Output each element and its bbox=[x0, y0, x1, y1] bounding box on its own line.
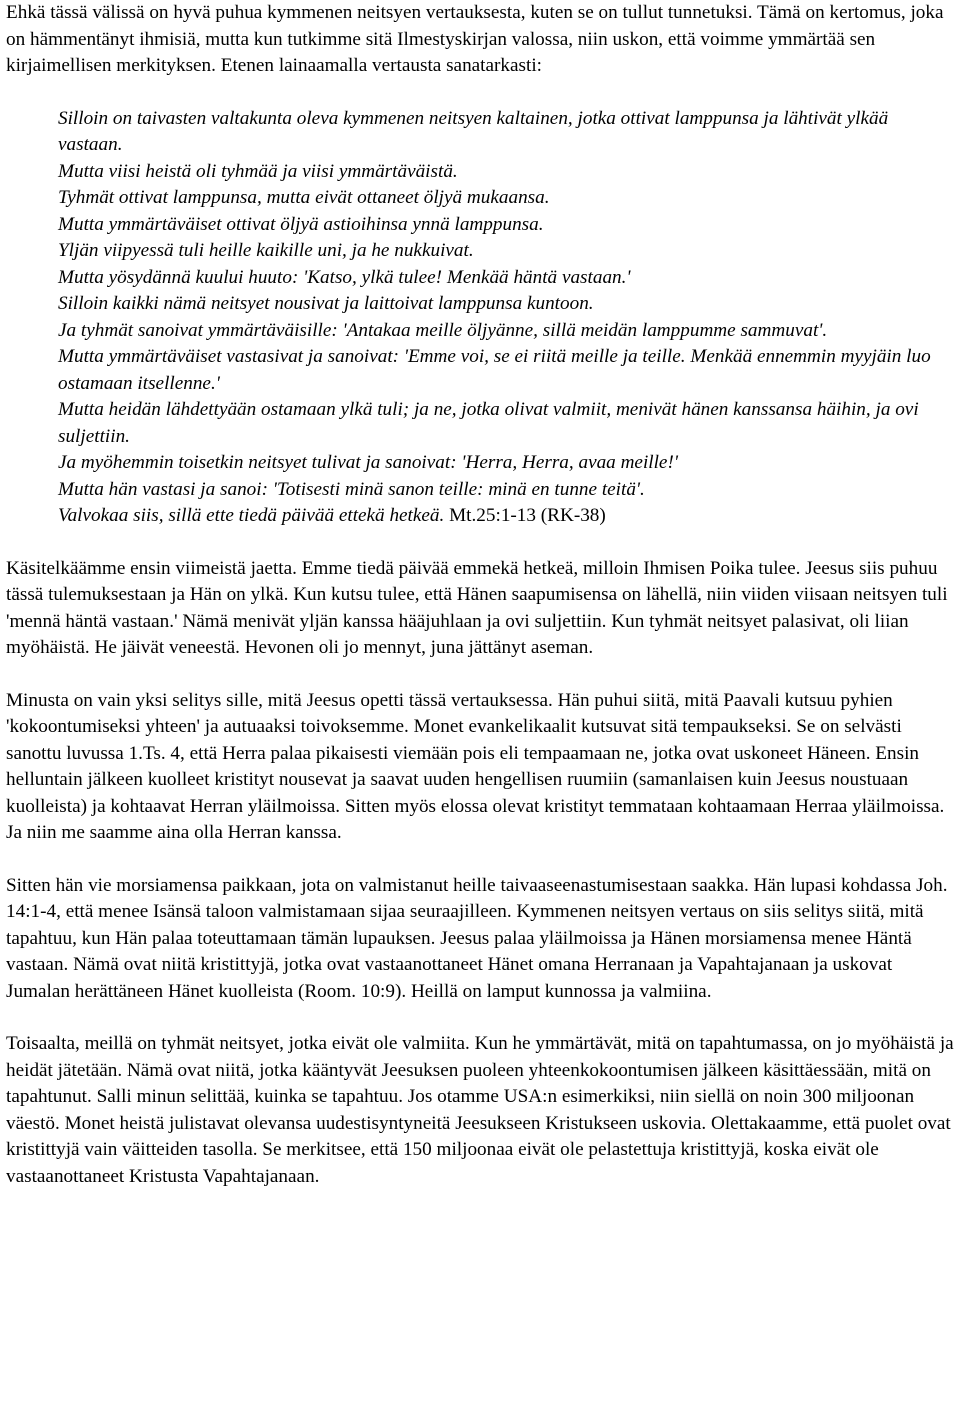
scripture-quote bbox=[58, 106, 954, 530]
quote-line: Yljän viipyessä tuli heille kaikille uni, ja he nukkuivat. bbox=[58, 240, 474, 261]
quote-line: Mutta hän vastasi ja sanoi: 'Totisesti minä sanon teille: minä en tunne teitä'. bbox=[58, 478, 645, 500]
quote-line: Mutta heidän lähdettyään ostamaan ylkä tuli; ja ne, jotka olivat valmiit, menivät hänen kanssansa häihin, ja ovi suljettiin. bbox=[58, 399, 919, 447]
quote-line: Tyhmät ottivat lamppunsa, mutta eivät ottaneet öljyä mukaansa. bbox=[58, 187, 550, 208]
quote-line: Silloin on taivasten valtakunta oleva kymmenen neitsyen kaltainen, jotka ottivat lamppunsa ja lähtivät ylkää vastaan. bbox=[58, 107, 889, 155]
intro-paragraph: Ehkä tässä välissä on hyvä puhua kymmenen neitsyen vertauksesta, kuten se on tullut tunnetuksi. Tämä on kertomus, joka on hämmentänyt ihmisiä, mutta kun tutkimme sitä Ilmestyskirjan valossa, niin uskon, että voimme ymmärtää sen kirjaimellisen merkityksen. Etenen lainaamalla vertausta sanatarkasti: bbox=[6, 2, 944, 76]
body-paragraph: Toisaalta, meillä on tyhmät neitsyet, jotka eivät ole valmiita. Kun he ymmärtävät, mitä on tapahtumassa, on jo myöhäistä ja heidät jätetään. Nämä ovat niitä, jotka kääntyvät Jeesuksen puoleen yhteenkokoontumisen jälkeen käsittäessään, mitä on tapahtunut. Salli minun selittää, kuinka se tapahtuu. Jos otamme USA:n esimerkiksi, niin siellä on noin 300 miljoonan väestö. Monet heistä julistavat olevansa uudestisyntyneitä Jeesukseen Kristukseen uskovia. Olettakaamme, että puolet ovat kristittyjä vain väitteiden tasolla. Se merkitsee, että 150 miljoonaa eivät ole pelastettuja kristittyjä, koska eivät ole vastaanottaneet Kristusta Vapahtajanaan. bbox=[6, 1033, 954, 1187]
quote-line: Silloin kaikki nämä neitsyet nousivat ja laittoivat lamppunsa kuntoon. bbox=[58, 293, 594, 314]
quote-line: Mutta yösydännä kuului huuto: 'Katso, ylkä tulee! Menkää häntä vastaan.' bbox=[58, 266, 631, 288]
quote-line: Valvokaa siis, sillä ette tiedä päivää ettekä hetkeä. bbox=[58, 505, 445, 526]
quote-line: Ja tyhmät sanoivat ymmärtäväisille: 'Antakaa meille öljyänne, sillä meidän lamppumme sammuvat'. bbox=[58, 319, 828, 341]
scripture-reference: Mt.25:1-13 (RK-38) bbox=[444, 505, 606, 526]
body-paragraph: Sitten hän vie morsiamensa paikkaan, jota on valmistanut heille taivaaseenastumisestaan saakka. Hän lupasi kohdassa Joh. 14:1-4, että menee Isänsä taloon valmistamaan sijaa seuraajilleen. Kymmenen neitsyen vertaus on siis selitys siitä, mitä tapahtuu, kun Hän palaa toteuttamaan tämän lupauksen. Jeesus palaa yläilmoissa ja Hänen morsiamensa menee Häntä vastaan. Nämä ovat niitä kristittyjä, jotka ovat vastaanottaneet Hänet omana Herranaan ja Vapahtajanaan ja uskovat Jumalan herättäneen Hänet kuolleista (Room. 10:9). Heillä on lamput kunnossa ja valmiina. bbox=[6, 874, 948, 1002]
quote-last-line bbox=[58, 503, 954, 530]
quote-line: Mutta ymmärtäväiset ottivat öljyä astioihinsa ynnä lamppunsa. bbox=[58, 213, 544, 235]
body-paragraph: Minusta on vain yksi selitys sille, mitä Jeesus opetti tässä vertauksessa. Hän puhui siitä, mitä Paavali kutsuu pyhien 'kokoontumiseksi yhteen' ja autuaaksi toivoksemme. Monet evankelikaalit kutsuvat sitä tempaukseksi. Se on selvästi sanottu luvussa 1.Ts. 4, että Herra palaa pikaisesti viemään pois eli tempaamaan ne, jotka ovat uskoneet Häneen. Ensin helluntain jälkeen kuolleet kristityt nousevat ja saavat uuden hengellisen ruumiin (samanlaisen kuin Jeesus noustuaan kuolleista) ja kohtaavat Herran yläilmoissa. Sitten myös elossa olevat kristityt temmataan kohtaamaan Herraa yläilmoissa. Ja niin me saamme aina olla Herran kanssa. bbox=[6, 689, 945, 843]
quote-line: Mutta viisi heistä oli tyhmää ja viisi ymmärtäväistä. bbox=[58, 160, 458, 182]
quote-line: Ja myöhemmin toisetkin neitsyet tulivat ja sanoivat: 'Herra, Herra, avaa meille!' bbox=[58, 452, 678, 473]
quote-line: Mutta ymmärtäväiset vastasivat ja sanoivat: 'Emme voi, se ei riitä meille ja teille. Menkää ennemmin myyjäin luo ostamaan itsellenne.' bbox=[58, 346, 931, 394]
body-paragraph: Käsitelkäämme ensin viimeistä jaetta. Emme tiedä päivää emmekä hetkeä, milloin Ihmisen Poika tulee. Jeesus siis puhuu tässä tulemuksestaan ja Hän on ylkä. Kun kutsu tulee, että Hänen saapumisensa on lähellä, niin viiden viisaan neitsyen tuli 'mennä häntä vastaan.' Nämä menivät yljän kanssa hääjuhlaan ja ovi suljettiin. Kun tyhmät neitsyet palasivat, oli liian myöhäistä. He jäivät veneestä. Hevonen oli jo mennyt, juna jättänyt aseman. bbox=[6, 557, 948, 658]
